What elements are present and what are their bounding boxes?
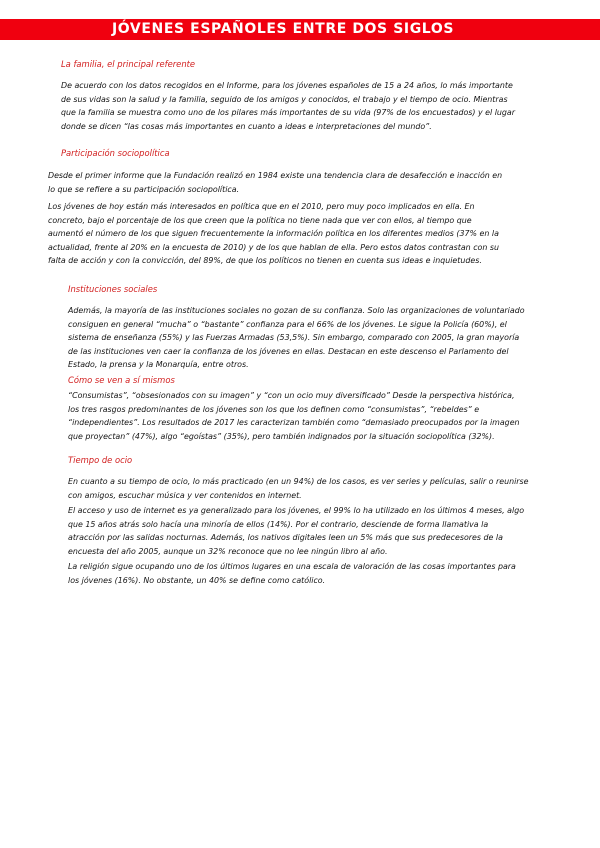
text-line: de sus vidas son la salud y la familia, seguido de los amigos y conocidos, el trabajo y el tiempo de ocio. Mientras [61,94,508,104]
text-line: con amigos, escuchar música y ver contenidos en internet. [68,490,302,500]
text-line: Además, la mayoría de las instituciones sociales no gozan de su confianza. Solo las organizaciones de voluntariado [68,306,525,315]
paragraph-participacion-1 [48,169,502,196]
section-heading-como-se-ven: Cómo se ven a sí mismos [68,375,175,385]
paragraph-ocio-3 [68,560,516,587]
paragraph-instituciones [68,304,525,372]
text-line: lo que se refiere a su participación sociopolítica. [48,184,240,194]
section-heading-instituciones: Instituciones sociales [68,284,158,294]
text-line: que la familia se muestra como uno de los pilares más importantes de su vida (97% de los encuestados) y el lugar [61,108,515,118]
text-line: Desde el primer informe que la Fundación realizó en 1984 existe una tendencia clara de desafección e inacción en [48,171,503,180]
text-line: La religión sigue ocupando uno de los últimos lugares en una escala de valoración de las cosas importantes para [68,562,516,571]
text-line: falta de acción y con la convicción, del 89%, de que los políticos no tienen en cuenta sus ideas e inquietudes. [48,256,482,266]
text-line: encuesta del año 2005, aunque un 32% reconoce que no lee ningún libro al año. [68,546,388,556]
text-line: Estado, la prensa y la Monarquía, entre otros. [68,360,249,370]
text-line: atracción por las salidas nocturnas. Además, los nativos digitales leen un 5% más que sus predecesores de la [68,533,503,543]
text-line: “independientes”. Los resultados de 2017 les caracterizan también como “demasiado preocupados por la imagen [68,418,520,428]
text-line: que 15 años atrás solo hacía una minoría de ellos (14%). Por el contrario, desciende de forma llamativa la [68,519,489,529]
text-line: consiguen en general “mucha” o “bastante” confianza para el 66% de los jóvenes. Le sigue la Policía (60%), el [68,319,507,329]
section-heading-tiempo-de-ocio: Tiempo de ocio [68,455,133,465]
text-line: actualidad, frente al 20% en la encuesta de 2010) y de los que hablan de ella. Pero estos datos contrastan con su [48,242,499,252]
text-line: De acuerdo con los datos recogidos en el Informe, para los jóvenes españoles de 15 a 24 años, lo más importante [61,81,513,90]
text-line: En cuanto a su tiempo de ocio, lo más practicado (en un 94%) de los casos, es ver series y películas, salir o reunirse [68,477,529,486]
text-line: concreto, bajo el porcentaje de los que creen que la política no tiene nada que ver con ellos, al tiempo que [48,215,472,225]
text-line: “Consumistas”, “obsesionados con su imagen” y “con un ocio muy diversificado” Desde la perspectiva histórica, [68,391,515,400]
paragraph-ocio-2 [68,504,524,558]
text-line: aumentó el número de los que siguen frecuentemente la información política en los diferentes medios (37% en la [48,229,499,239]
text-line: donde se dicen “las cosas más importantes en cuanto a ideas e interpretaciones del mundo”. [61,121,432,131]
text-line: de las instituciones ven caer la confianza de los jóvenes en ellas. Destacan en este descenso el Parlamento del [68,346,509,356]
paragraph-como-se-ven [68,389,520,443]
section-heading-participacion: Participación sociopolítica [61,148,170,158]
text-line: Los jóvenes de hoy están más interesados en política que en el 2010, pero muy poco implicados en ella. En [48,202,475,211]
paragraph-familia [61,79,515,133]
text-line: los jóvenes (16%). No obstante, un 40% se define como católico. [68,575,326,585]
text-line: que proyectan” (47%), algo “egoístas” (35%), pero también indignados por la situación sociopolítica (32%). [68,431,495,441]
text-line: sistema de enseñanza (55%) y las Fuerzas Armadas (53,5%). Sin embargo, comparado con 2005, la gran mayoría [68,333,520,343]
section-heading-familia: La familia, el principal referente [61,59,196,69]
page-title: JÓVENES ESPAÑOLES ENTRE DOS SIGLOS [112,21,455,37]
text-line: El acceso y uso de internet es ya generalizado para los jóvenes, el 99% lo ha utilizado en los últimos 4 meses, algo [68,506,525,515]
text-line: los tres rasgos predominantes de los jóvenes son los que los definen como “consumistas”, “rebeldes” e [68,404,480,414]
paragraph-ocio-1 [68,475,529,502]
paragraph-participacion-2 [48,200,499,268]
